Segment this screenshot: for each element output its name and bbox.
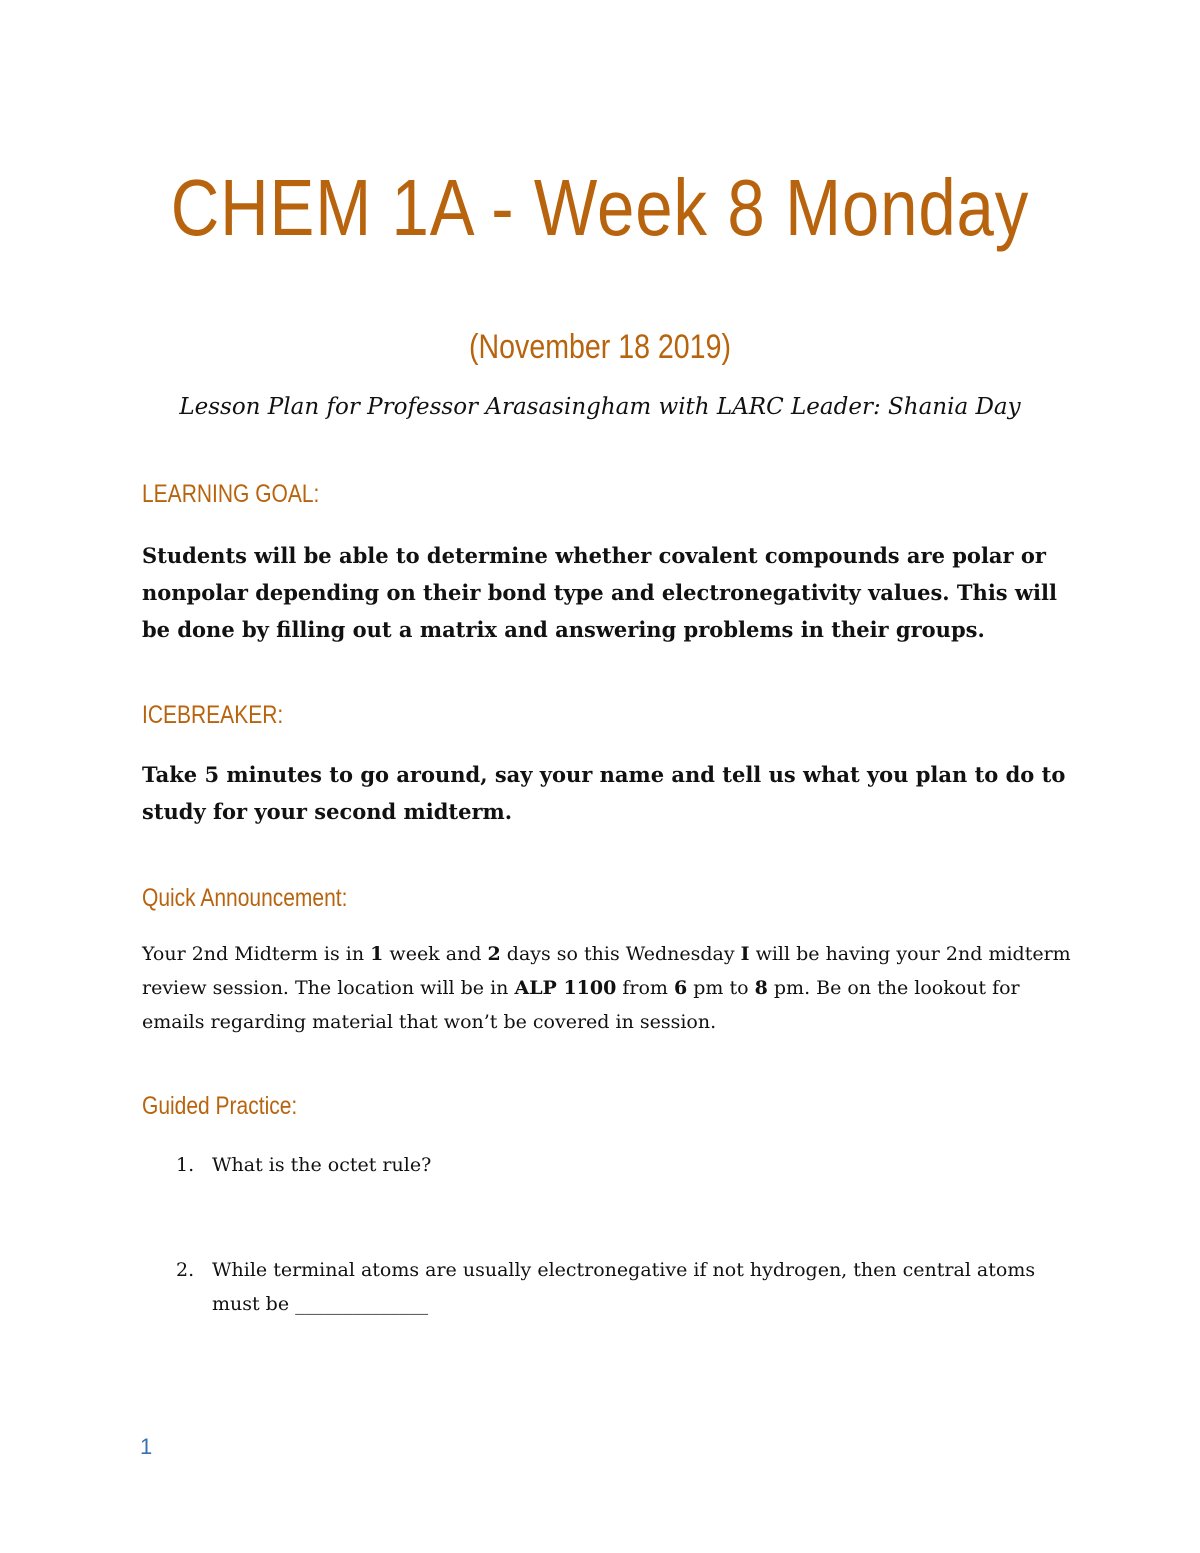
announcement-heading: Quick Announcement: <box>142 884 348 912</box>
date-line: (November 18 2019) <box>469 328 731 366</box>
list-item <box>176 1148 1056 1182</box>
icebreaker-heading: ICEBREAKER: <box>142 701 284 729</box>
lesson-plan-subtitle: Lesson Plan for Professor Arasasingham with LARC Leader: Shania Day <box>179 394 1021 420</box>
page-number: 1 <box>140 1434 153 1459</box>
announcement-text: Your 2nd Midterm is in 1 week and 2 days so this Wednesday I will be having your 2nd midterm review session. The location will be in ALP 1100 from 6 pm to 8 pm. Be on the lookout for emails regarding material that won’t be covered in session. <box>142 943 1071 1033</box>
list-item-number: 1. <box>176 1154 195 1176</box>
icebreaker-text: Take 5 minutes to go around, say your name and tell us what you plan to do to study for your second midterm. <box>142 762 1066 824</box>
list-item-text: While terminal atoms are usually electronegative if not hydrogen, then central atoms must be ______________ <box>212 1259 1036 1315</box>
list-item-number: 2. <box>176 1259 195 1281</box>
guided-practice-heading: Guided Practice: <box>142 1092 298 1120</box>
list-item-text: What is the octet rule? <box>212 1154 432 1176</box>
list-item <box>176 1253 1056 1321</box>
learning-goal-text: Students will be able to determine whether covalent compounds are polar or nonpolar depending on their bond type and electronegativity values. This will be done by filling out a matrix and answering problems in their groups. <box>142 543 1057 642</box>
learning-goal-heading: LEARNING GOAL: <box>142 480 320 508</box>
page-title: CHEM 1A - Week 8 Monday <box>170 163 1030 252</box>
